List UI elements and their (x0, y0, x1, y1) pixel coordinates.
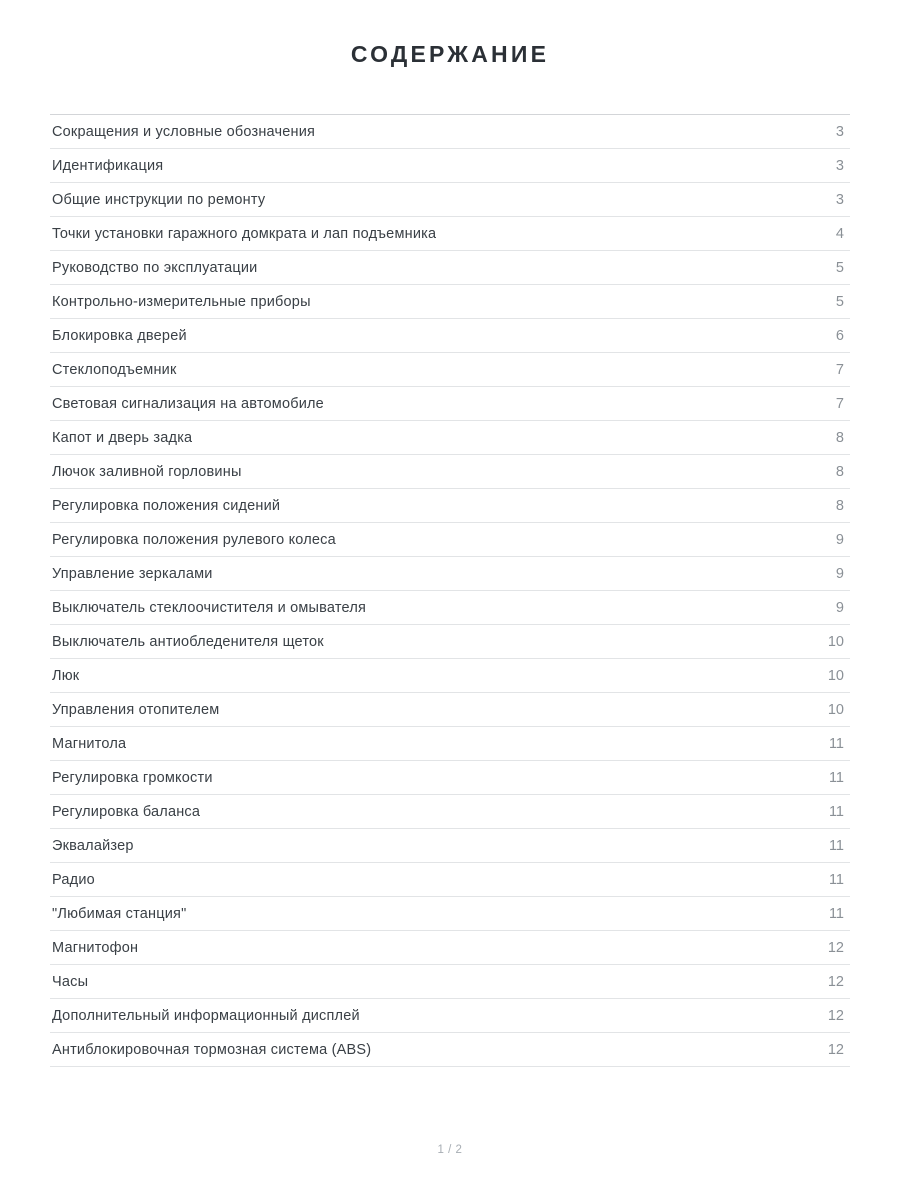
toc-entry-label: Управление зеркалами (52, 565, 213, 582)
toc-entry-label: Магнитола (52, 735, 127, 752)
toc-entry-label: Люк (52, 667, 80, 684)
toc-entry[interactable] (50, 659, 850, 693)
toc-entry-page: 5 (835, 293, 844, 310)
toc-entry-label: Точки установки гаражного домкрата и лап подъемника (52, 225, 437, 242)
toc-entry-label: Сокращения и условные обозначения (52, 123, 316, 140)
toc-entry[interactable] (50, 149, 850, 183)
toc-entry-label: Выключатель антиобледенителя щеток (52, 633, 324, 650)
toc-entry[interactable] (50, 183, 850, 217)
toc-entry-label: Блокировка дверей (52, 327, 187, 344)
toc-entry-page: 5 (835, 259, 844, 276)
toc-entry-label: Эквалайзер (52, 837, 134, 854)
toc-entry-page: 9 (835, 531, 844, 548)
toc-entry-page: 12 (827, 939, 844, 956)
toc-entry-label: Капот и дверь задка (52, 429, 193, 446)
toc-entry-page: 8 (835, 497, 844, 514)
toc-entry-label: Лючок заливной горловины (52, 463, 242, 480)
toc-entry[interactable] (50, 523, 850, 557)
toc-entry-page: 12 (827, 1041, 844, 1058)
toc-entry[interactable] (50, 727, 850, 761)
toc-entry[interactable] (50, 625, 850, 659)
toc-entry-page: 11 (828, 803, 844, 820)
toc-entry-label: Регулировка положения сидений (52, 497, 281, 514)
toc-entry-page: 8 (835, 463, 844, 480)
toc-entry-page: 7 (835, 395, 844, 412)
toc-entry-label: Общие инструкции по ремонту (52, 191, 266, 208)
toc-entry[interactable] (50, 965, 850, 999)
toc-entry-label: Управления отопителем (52, 701, 220, 718)
toc-entry-label: Световая сигнализация на автомобиле (52, 395, 324, 412)
toc-entry-label: Выключатель стеклоочистителя и омывателя (52, 599, 367, 616)
toc-entry-page: 10 (827, 701, 844, 718)
toc-entry[interactable] (50, 829, 850, 863)
toc-entry-page: 6 (835, 327, 844, 344)
toc-entry-page: 12 (827, 973, 844, 990)
toc-entry-page: 4 (835, 225, 844, 242)
toc-entry-page: 9 (835, 599, 844, 616)
toc-entry-page: 10 (827, 667, 844, 684)
toc-entry-page: 12 (827, 1007, 844, 1024)
toc-entry-page: 11 (828, 837, 844, 854)
toc-entry[interactable] (50, 591, 850, 625)
toc-entry-page: 3 (835, 191, 844, 208)
toc-entry[interactable] (50, 693, 850, 727)
toc-entry[interactable] (50, 761, 850, 795)
toc-entry-label: Антиблокировочная тормозная система (ABS) (52, 1041, 372, 1058)
toc-entry[interactable] (50, 557, 850, 591)
toc-entry-page: 3 (835, 157, 844, 174)
toc-entry-page: 10 (827, 633, 844, 650)
toc-entry-label: Руководство по эксплуатации (52, 259, 258, 276)
toc-entry-page: 8 (835, 429, 844, 446)
toc-entry-label: Дополнительный информационный дисплей (52, 1007, 360, 1024)
toc-entry-page: 11 (828, 769, 844, 786)
page-title: СОДЕРЖАНИЕ (350, 41, 550, 67)
toc-entry-page: 9 (835, 565, 844, 582)
toc-entry-label: Магнитофон (52, 939, 139, 956)
toc-entry-label: "Любимая станция" (52, 905, 187, 922)
toc-entry-label: Часы (52, 973, 89, 990)
toc-entry[interactable] (50, 421, 850, 455)
table-of-contents (50, 115, 850, 1067)
toc-entry-page: 7 (835, 361, 844, 378)
toc-entry-label: Регулировка громкости (52, 769, 213, 786)
toc-entry-page: 3 (835, 123, 844, 140)
toc-entry-label: Радио (52, 871, 95, 888)
toc-entry-label: Стеклоподъемник (52, 361, 177, 378)
toc-entry-page: 11 (828, 735, 844, 752)
toc-entry[interactable] (50, 251, 850, 285)
toc-entry[interactable] (50, 1033, 850, 1067)
toc-entry-label: Идентификация (52, 157, 164, 174)
toc-entry-page: 11 (828, 871, 844, 888)
toc-entry[interactable] (50, 795, 850, 829)
toc-entry[interactable] (50, 897, 850, 931)
toc-entry-page: 11 (828, 905, 844, 922)
toc-entry[interactable] (50, 387, 850, 421)
toc-entry-label: Контрольно-измерительные приборы (52, 293, 311, 310)
toc-entry[interactable] (50, 489, 850, 523)
toc-entry-label: Регулировка баланса (52, 803, 201, 820)
toc-entry[interactable] (50, 319, 850, 353)
toc-entry[interactable] (50, 863, 850, 897)
page-footer: 1 / 2 (437, 1144, 463, 1156)
toc-entry[interactable] (50, 115, 850, 149)
toc-entry[interactable] (50, 353, 850, 387)
toc-entry[interactable] (50, 931, 850, 965)
toc-entry[interactable] (50, 217, 850, 251)
toc-entry[interactable] (50, 285, 850, 319)
toc-entry[interactable] (50, 999, 850, 1033)
toc-entry[interactable] (50, 455, 850, 489)
toc-entry-label: Регулировка положения рулевого колеса (52, 531, 336, 548)
